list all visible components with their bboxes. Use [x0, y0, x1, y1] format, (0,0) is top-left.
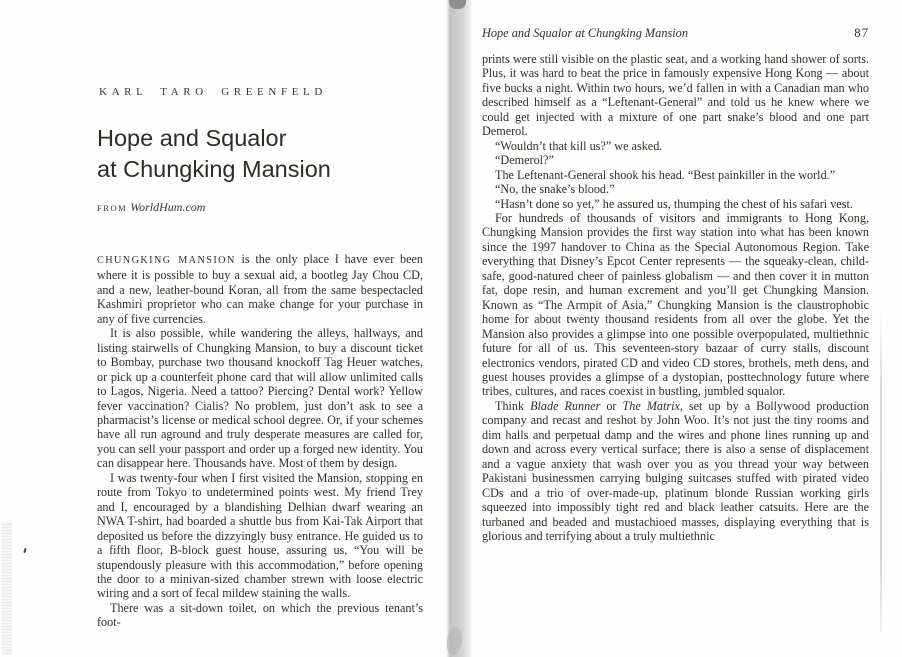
paragraph: For hundreds of thousands of visitors and immigrants to Hong Kong, Chungking Mansion provides the first way station into what has been known since the 1997 handover to China as the Special Autonomous Region. Take everything that Disney’s Epcot Center represents — the squeaky-clean, child-safe, good-natured cheer of painless globalism — and then cover it in mutton fat, dope resin, and human excrement and you’ll get Chungking Mansion. Known as “The Armpit of Asia,” Chungking Mansion is the claustrophobic home for about twenty thousand residents from all over the globe. Yet the Mansion also provides a glimpse into one possible overpopulated, multiethnic future for all of us. This seventeen-story bazaar of curry stalls, discount electronics vendors, pirated CD and video CD stores, brothels, meth dens, and guest houses provides a glimpse of a dystopian, posttechnology future where tribes, cultures, and races coexist in bustling, jumbled squalor. — [482, 210, 869, 399]
italic-title-the-matrix: The Matrix — [622, 398, 680, 413]
page-right-edge — [880, 305, 882, 632]
closing-text: or — [600, 398, 623, 413]
page-number: 87 — [854, 26, 869, 40]
paragraph: There was a sit-down toilet, on which the previous tenant’s foot- — [97, 600, 423, 630]
left-page-body — [97, 252, 423, 630]
paragraph: “Wouldn’t that kill us?” we asked. — [495, 138, 663, 153]
paragraph: The Leftenant-General shook his head. “Best painkiller in the world.” — [495, 167, 836, 182]
paragraph: “No, the snake’s blood.” — [495, 182, 615, 197]
paragraph: It is also possible, while wandering the alleys, hallways, and listing stairwells of Chungking Mansion, to buy a discount ticket to Bombay, purchase two thousand knockoff Tag Heuer watches, or pick up a counterfeit phone card that will allow unlimited calls to Lagos, Nigeria. Need a tattoo? Piercing? Dental work? Yellow fever vaccination? Cialis? No problem, just don’t ask to see a pharmacist’s license or medical school degree. Or, if your schemes have all run aground and truly desperate measures are called for, you can sell your passport and order up a forged new identity. You can disappear here. Thousands have. Most of them by design. — [97, 326, 423, 471]
left-page — [97, 0, 423, 630]
opening-paragraph — [97, 252, 423, 326]
paragraph: prints were still visible on the plastic seat, and a working hand shower of sorts. Plus, it was hard to beat the price in famously expensive Hong Kong — about five bucks a night. Within two hours, we’d fallen in with a Canadian man who described himself as a “Leftenant-General” and told us he knew where we could get injected with a mixture of one part snake’s blood and one part Demerol. — [482, 52, 869, 139]
closing-text: Think — [495, 398, 531, 413]
paragraph: I was twenty-four when I first visited the Mansion, stopping en route from Tokyo to undetermined points west. My friend Trey and I, encouraged by a blandishing Delhian dwarf wearing an NWA T-shirt, had boarded a shuttle bus from Kai-Tak Airport that deposited us before the dizzyingly busy entrance. He guided us to a fifth floor, B-block guest house, assuring us, “You will be stupendously pleasure with this accommodation,” before opening the door to a minivan-sized chamber strewn with loose electric wiring and a sort of fecal mildew staining the walls. — [97, 470, 423, 601]
opening-paragraph-text: is the only place I have ever been where it is possible to buy a sexual aid, a bootleg Jay Chou CD, and a new, leather-bound Koran, all from the same bespectacled Kashmiri proprietor who can make change for your purchase in any of five currencies. — [97, 252, 424, 326]
article-title — [97, 123, 423, 185]
author-name: KARL TARO GREENFELD — [99, 86, 327, 98]
source-line — [97, 200, 423, 215]
title-line-1: Hope and Squalor — [97, 125, 287, 151]
source-prefix: FROM — [97, 203, 128, 213]
opening-smallcaps-lead: CHUNGKING MANSION — [97, 255, 236, 266]
running-header-title: Hope and Squalor at Chungking Mansion — [482, 26, 688, 40]
page-left-edge-texture — [2, 522, 12, 655]
book-gutter-shadow — [446, 0, 473, 657]
source-name: WorldHum.com — [130, 200, 206, 214]
running-header — [482, 26, 869, 41]
closing-paragraph — [482, 399, 869, 544]
gutter-bottom-shadow — [445, 626, 464, 656]
italic-title-blade-runner: Blade Runner — [530, 398, 601, 413]
stray-ink-mark — [23, 548, 26, 553]
closing-text: , set up by a Bollywood production company and recast and reshot by John Woo. It’s not just the tiny rooms and dim halls and perpetual damp and the wires and phone lines running up and down and across every vertical surface; there is also a sense of displacement and a vague anxiety that wash over you as you thread your way between Pakistani businessmen carrying bulging suitcases stuffed with pirated video CDs and a trio of over-made-up, platinum blonde Russian working girls squeezed into impossibly tight red and black leather catsuits. Here are the turbaned and beaded and mustachioed masses, displaying everything that is glorious and terrifying about a truly multiethnic — [482, 398, 870, 543]
paragraph: “Hasn’t done so yet,” he assured us, thumping the chest of his safari vest. — [495, 196, 853, 211]
right-page — [482, 0, 869, 543]
gutter-top-shadow — [449, 0, 466, 9]
paragraph: “Demerol?” — [495, 153, 554, 168]
title-line-2: at Chungking Mansion — [97, 156, 331, 182]
right-page-body — [482, 52, 869, 543]
